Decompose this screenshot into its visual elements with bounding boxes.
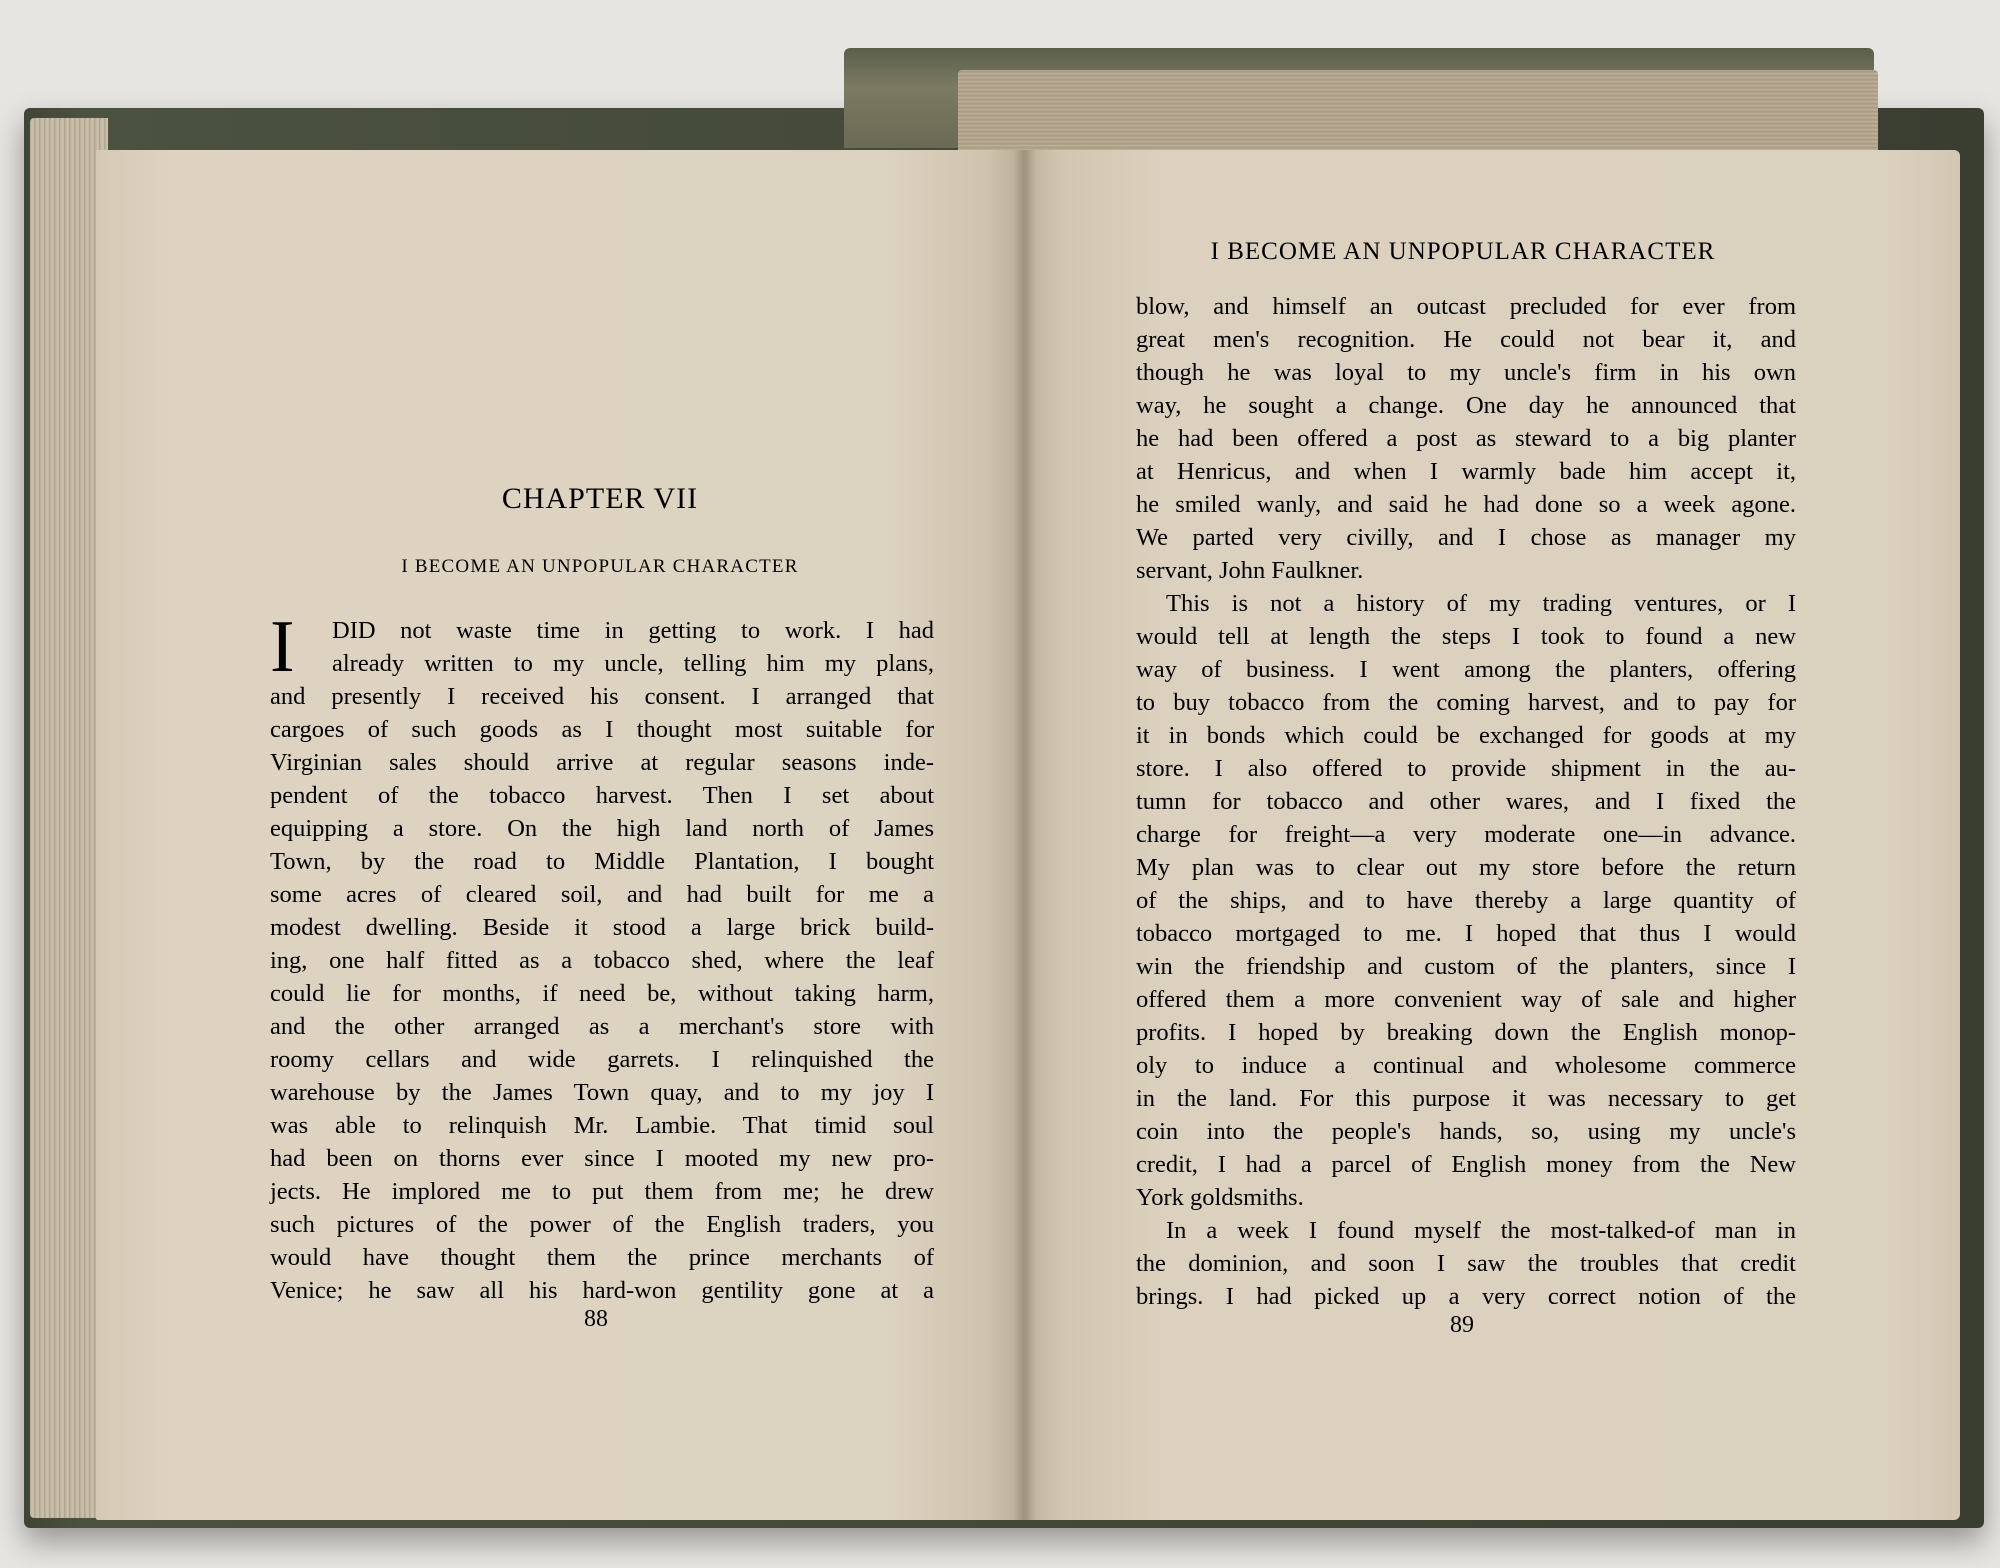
- text-line: pendent of the tobacco harvest. Then I set about: [270, 782, 934, 809]
- chapter-subtitle: I BECOME AN UNPOPULAR CHARACTER: [401, 556, 799, 577]
- text-line: ing, one half fitted as a tobacco shed, where the leaf: [270, 947, 934, 974]
- text-line: and presently I received his consent. I arranged that: [270, 683, 934, 710]
- text-line: would have thought them the prince merchants of: [270, 1244, 934, 1271]
- text-line: This is not a history of my trading ventures, or I: [1166, 590, 1796, 617]
- text-line: profits. I hoped by breaking down the English monop-: [1136, 1019, 1796, 1046]
- text-line: Town, by the road to Middle Plantation, I bought: [270, 848, 934, 875]
- text-line: servant, John Faulkner.: [1136, 557, 1364, 584]
- text-line: to buy tobacco from the coming harvest, and to pay for: [1136, 689, 1796, 716]
- text-line: oly to induce a continual and wholesome commerce: [1136, 1052, 1796, 1079]
- page-number-left: 88: [584, 1306, 608, 1332]
- text-line: We parted very civilly, and I chose as manager my: [1136, 524, 1796, 551]
- text-line: had been on thorns ever since I mooted my new pro-: [270, 1145, 934, 1172]
- text-line: equipping a store. On the high land north of James: [270, 815, 934, 842]
- text-line: he had been offered a post as steward to a big planter: [1136, 425, 1796, 452]
- text-line: was able to relinquish Mr. Lambie. That timid soul: [270, 1112, 934, 1139]
- text-line: would tell at length the steps I took to found a new: [1136, 623, 1796, 650]
- text-line: great men's recognition. He could not bear it, and: [1136, 326, 1796, 353]
- running-head: I BECOME AN UNPOPULAR CHARACTER: [1210, 238, 1716, 265]
- text-line: DID not waste time in getting to work. I had: [332, 617, 934, 644]
- book-gutter: [1014, 150, 1036, 1520]
- text-line: coin into the people's hands, so, using my uncle's: [1136, 1118, 1796, 1145]
- page-block-edge: [958, 70, 1878, 156]
- text-line: jects. He implored me to put them from me; he drew: [270, 1178, 934, 1205]
- text-line: warehouse by the James Town quay, and to my joy I: [270, 1079, 934, 1106]
- text-line: roomy cellars and wide garrets. I relinquished the: [270, 1046, 934, 1073]
- text-line: store. I also offered to provide shipment in the au-: [1136, 755, 1796, 782]
- text-line: York goldsmiths.: [1136, 1184, 1304, 1211]
- text-line: tobacco mortgaged to me. I hoped that thus I would: [1136, 920, 1796, 947]
- right-page-text: [1136, 290, 1796, 1313]
- text-line: could lie for months, if need be, without taking harm,: [270, 980, 934, 1007]
- text-line: My plan was to clear out my store before the return: [1136, 854, 1796, 881]
- chapter-title: CHAPTER VII: [501, 482, 699, 515]
- text-line: modest dwelling. Beside it stood a large brick build-: [270, 914, 934, 941]
- text-line: offered them a more convenient way of sale and higher: [1136, 986, 1796, 1013]
- text-line: it in bonds which could be exchanged for goods at my: [1136, 722, 1796, 749]
- text-line: Virginian sales should arrive at regular seasons inde-: [270, 749, 934, 776]
- text-line: way, he sought a change. One day he announced that: [1136, 392, 1796, 419]
- text-line: the dominion, and soon I saw the troubles that credit: [1136, 1250, 1796, 1277]
- drop-cap: I: [270, 606, 295, 688]
- text-line: charge for freight—a very moderate one—in advance.: [1136, 821, 1796, 848]
- text-line: of the ships, and to have thereby a large quantity of: [1136, 887, 1796, 914]
- text-line: at Henricus, and when I warmly bade him accept it,: [1136, 458, 1796, 485]
- text-line: In a week I found myself the most-talked-of man in: [1166, 1217, 1796, 1244]
- text-line: tumn for tobacco and other wares, and I fixed the: [1136, 788, 1796, 815]
- page-number-right: 89: [1450, 1312, 1474, 1338]
- text-line: such pictures of the power of the English traders, you: [270, 1211, 934, 1238]
- text-line: cargoes of such goods as I thought most suitable for: [270, 716, 934, 743]
- text-line: already written to my uncle, telling him my plans,: [332, 650, 934, 677]
- text-line: way of business. I went among the planters, offering: [1136, 656, 1796, 683]
- text-line: some acres of cleared soil, and had built for me a: [270, 881, 934, 908]
- text-line: and the other arranged as a merchant's store with: [270, 1013, 934, 1040]
- text-line: win the friendship and custom of the planters, since I: [1136, 953, 1796, 980]
- text-line: in the land. For this purpose it was necessary to get: [1136, 1085, 1796, 1112]
- text-line: brings. I had picked up a very correct notion of the: [1136, 1283, 1796, 1310]
- text-line: blow, and himself an outcast precluded for ever from: [1136, 293, 1796, 320]
- text-line: Venice; he saw all his hard-won gentility gone at a: [270, 1277, 934, 1304]
- text-line: credit, I had a parcel of English money from the New: [1136, 1151, 1796, 1178]
- text-line: though he was loyal to my uncle's firm in his own: [1136, 359, 1796, 386]
- left-page-text: [270, 606, 934, 1307]
- text-line: he smiled wanly, and said he had done so a week agone.: [1136, 491, 1796, 518]
